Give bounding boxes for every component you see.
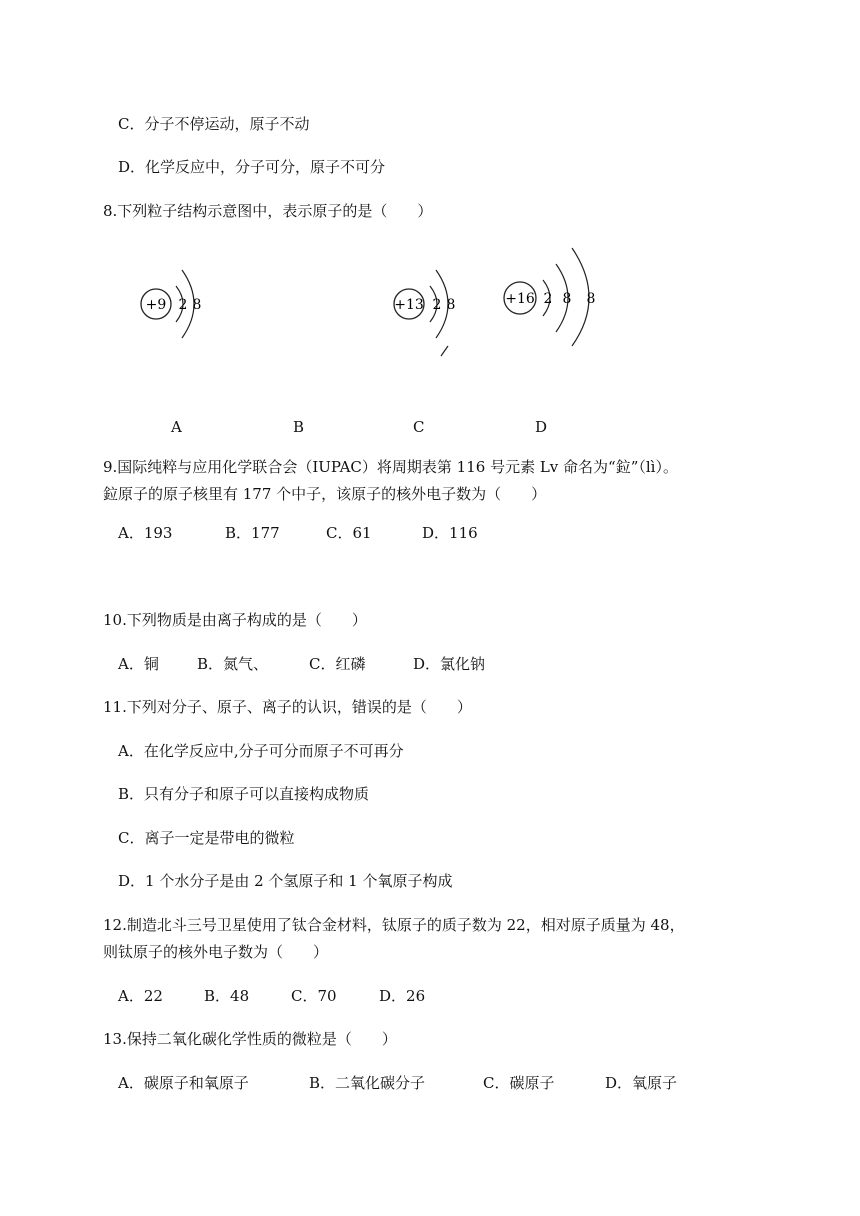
diagram-sulfur — [504, 248, 595, 346]
nucleus-charge: +16 — [505, 291, 535, 307]
q11-option-b: B．只有分子和原子可以直接构成物质 — [118, 785, 370, 803]
shell-electrons: 8 — [446, 297, 456, 313]
q10-option-d: D．氯化钠 — [413, 655, 486, 673]
q12-stem-line2: 则钛原子的核外电子数为（ ） — [103, 943, 329, 961]
q12-option-c: C．70 — [291, 987, 337, 1005]
q7-option-c: C．分子不停运动，原子不动 — [118, 115, 310, 133]
q13-option-d: D．氧原子 — [605, 1074, 678, 1092]
q10-option-c: C．红磷 — [309, 655, 366, 673]
q13-option-c: C．碳原子 — [483, 1074, 555, 1092]
q11-option-c: C．离子一定是带电的微粒 — [118, 829, 295, 847]
q9-option-c: C．61 — [326, 524, 372, 542]
shell-electrons: 2 — [432, 297, 442, 313]
q8-label-d: D — [535, 418, 548, 436]
q13-stem: 13.保持二氧化碳化学性质的微粒是（ ） — [103, 1030, 397, 1048]
q10-option-b: B．氮气、 — [197, 655, 269, 673]
q13-option-a: A．碳原子和氧原子 — [118, 1074, 249, 1092]
q13-option-b: B．二氧化碳分子 — [309, 1074, 426, 1092]
shell-electrons: 2 — [178, 297, 188, 313]
nucleus-charge: +9 — [145, 297, 167, 313]
q7-option-d: D．化学反应中，分子可分，原子不可分 — [118, 158, 386, 176]
shell-electrons: 8 — [192, 297, 202, 313]
q12-option-a: A．22 — [118, 987, 163, 1005]
q10-stem: 10.下列物质是由离子构成的是（ ） — [103, 611, 367, 629]
q12-option-b: B．48 — [204, 987, 250, 1005]
nucleus-charge: +13 — [394, 297, 424, 313]
q9-option-a: A．193 — [118, 524, 173, 542]
q9-stem-line1: 9.国际纯粹与应用化学联合会（IUPAC）将周期表第 116 号元素 Lv 命名为“鉝”（lì）。 — [103, 458, 678, 476]
diagram-aluminum — [394, 270, 455, 356]
shell-electrons: 2 — [543, 291, 553, 307]
q11-stem: 11.下列对分子、原子、离子的认识，错误的是（ ） — [103, 698, 472, 716]
q9-option-b: B．177 — [225, 524, 280, 542]
q8-label-b: B — [293, 418, 305, 436]
q8-label-a: A — [171, 418, 182, 436]
shell-electrons: 8 — [586, 291, 596, 307]
shell-electrons: 8 — [562, 291, 572, 307]
shell-arc-fragment — [441, 346, 448, 356]
q9-option-d: D．116 — [422, 524, 478, 542]
q9-stem-line2: 鉝原子的原子核里有 177 个中子，该原子的核外电子数为（ ） — [103, 485, 547, 503]
q11-option-d: D．1 个水分子是由 2 个氢原子和 1 个氧原子构成 — [118, 872, 453, 890]
q8-label-c: C — [413, 418, 425, 436]
q11-option-a: A．在化学反应中,分子可分而原子不可再分 — [118, 742, 404, 760]
q12-stem-line1: 12.制造北斗三号卫星使用了钛合金材料，钛原子的质子数为 22，相对原子质量为 48， — [103, 916, 685, 934]
atom-structure-diagrams — [0, 240, 860, 370]
q12-option-d: D．26 — [379, 987, 426, 1005]
diagram-fluorine — [141, 270, 201, 338]
q10-option-a: A．铜 — [118, 655, 159, 673]
q8-stem: 8.下列粒子结构示意图中，表示原子的是（ ） — [103, 202, 433, 220]
